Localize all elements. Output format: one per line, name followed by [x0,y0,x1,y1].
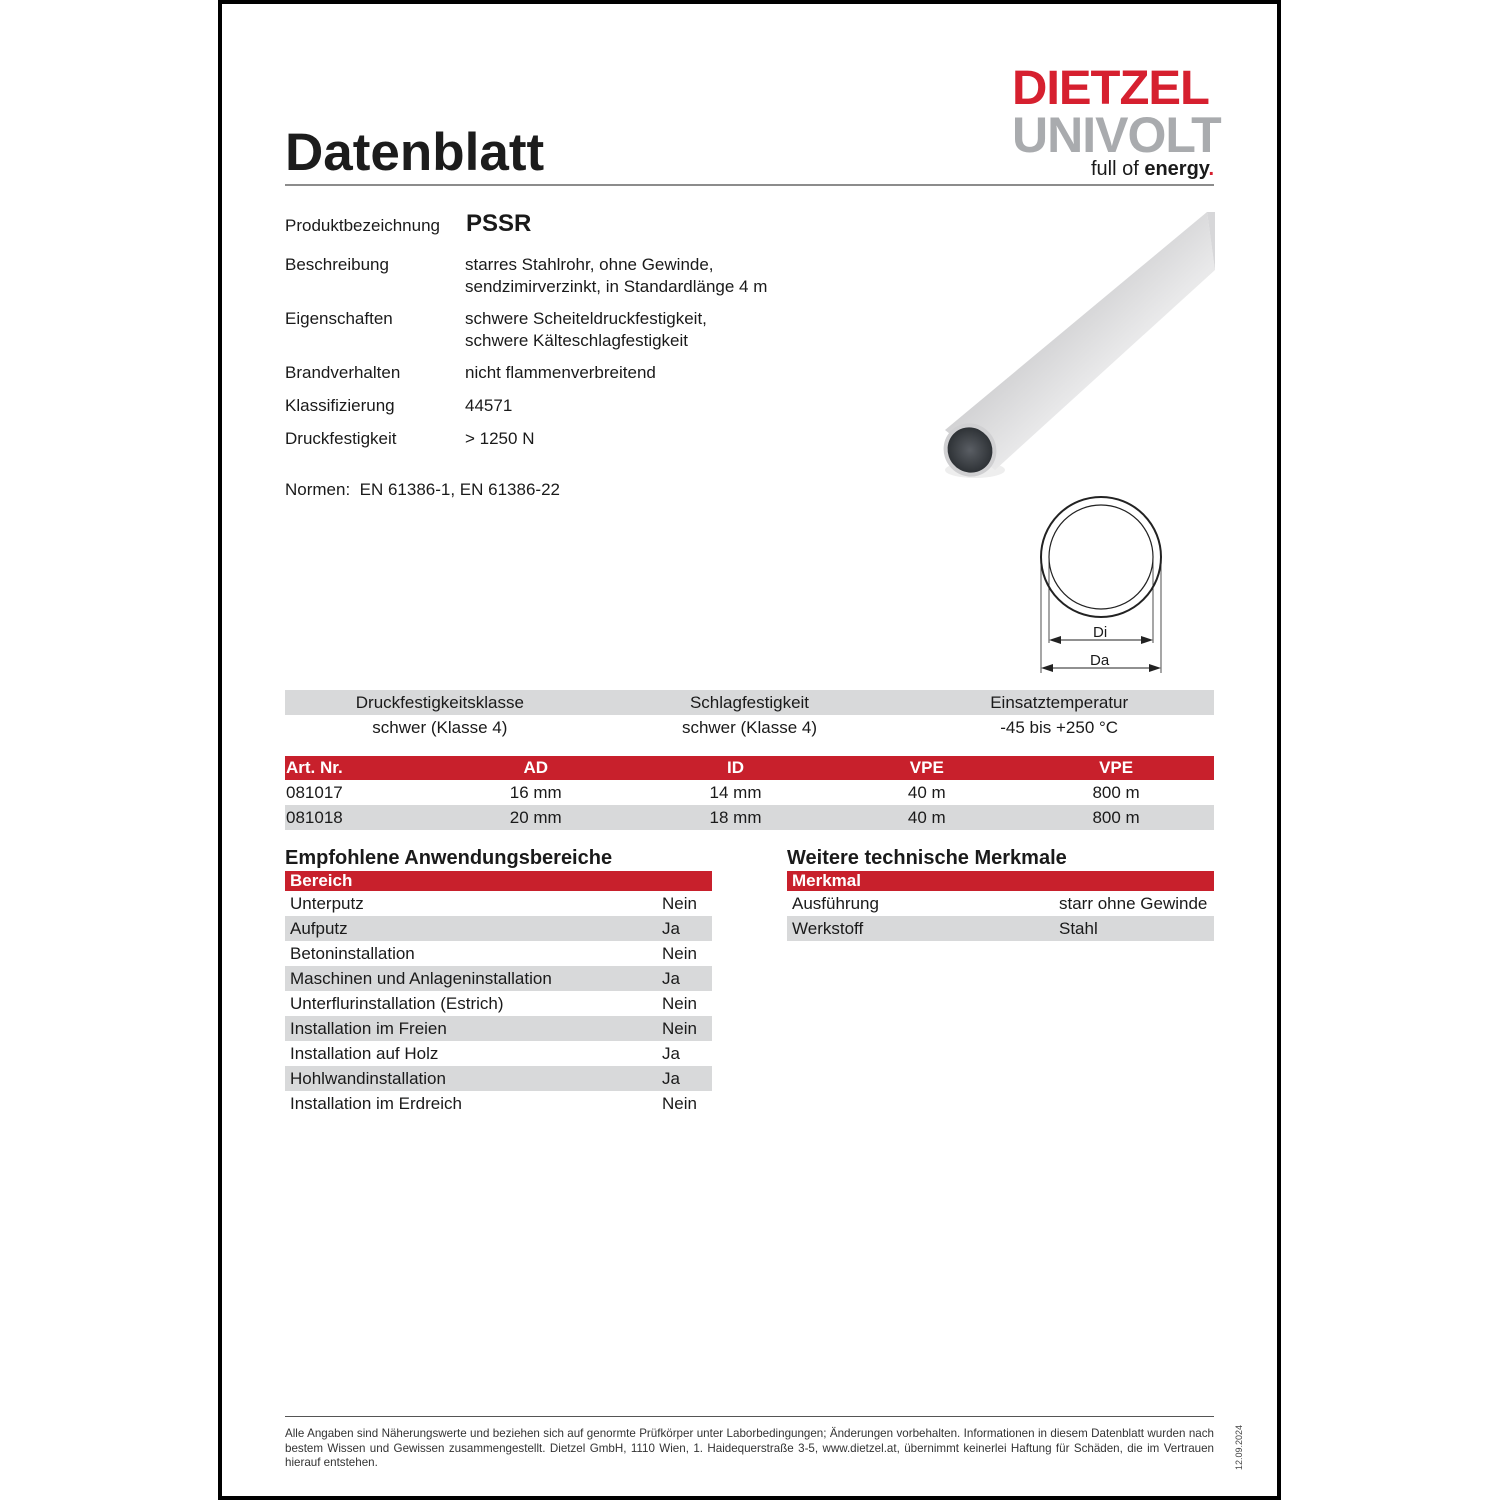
cell-ad: 20 mm [509,808,562,827]
cell-art-nr: 081018 [286,808,343,827]
feature-value: starr ohne Gewinde [1059,894,1208,913]
area-value: Ja [662,969,680,988]
area-value: Nein [662,1019,697,1038]
page-title: Datenblatt [285,123,545,182]
area-value: Ja [662,919,680,938]
tagline-bold: energy [1144,158,1209,180]
feature-label: Werkstoff [792,919,864,938]
cell-vpe: 40 m [907,783,946,802]
logo-tagline [1091,158,1214,181]
table-row [285,891,712,916]
table-row [285,805,1214,830]
property-label: Eigenschaften [285,309,393,328]
technical-table [787,871,1214,941]
table-row [285,916,712,941]
class-table-values [285,715,1214,740]
property-value [465,254,767,298]
area-label: Hohlwandinstallation [290,1069,446,1088]
class-table [285,690,1214,740]
class-table-cell: schwer (Klasse 4) [681,718,818,737]
area-value: Nein [662,994,697,1013]
area-label: Unterflurinstallation (Estrich) [290,994,504,1013]
technical-header [787,871,1214,891]
header-ad: AD [523,758,549,777]
class-table-header [285,690,1214,715]
applications-title: Empfohlene Anwendungsbereiche [285,847,613,869]
area-label: Installation im Erdreich [290,1094,462,1113]
area-label: Unterputz [290,894,364,913]
property-label: Klassifizierung [285,396,395,415]
product-name: PSSR [466,210,532,237]
tagline-dot: . [1208,158,1214,180]
cell-id: 18 mm [709,808,762,827]
logo-dietzel: DIETZEL [1012,62,1209,115]
table-row [285,991,712,1016]
tagline-regular: full of [1090,158,1145,180]
header-vpe: VPE [909,758,944,777]
table-row [787,891,1214,916]
area-label: Betoninstallation [290,944,415,963]
footer-disclaimer: Alle Angaben sind Näherungswerte und beziehen sich auf genormte Prüfkörper unter Laborbedingungen; Änderungen vorbehalten. Informationen in diesem Datenblatt wurden nach bestem Wissen und Gewissen zusammengestellt. Dietzel GmbH, 1110 Wien, 1. Haidequerstraße 3-5, www.dietzel.at, übernimmt keinerlei Haftung für Schäden, die im Vertrauen hierauf entstehen. [285,1427,1214,1469]
table-row [285,1041,712,1066]
area-value: Ja [662,1069,680,1088]
header-bereich: Bereich [290,871,353,890]
applications-header [285,871,712,891]
area-label: Aufputz [290,919,348,938]
diagram-label-inner: Di [1093,624,1108,641]
steel-pipe-photo [935,208,1220,488]
header-vpe-2: VPE [1099,758,1134,777]
class-table-header-cell: Einsatztemperatur [990,693,1129,712]
header-merkmal: Merkmal [792,871,861,890]
property-value-line: schwere Scheiteldruckfestigkeit, [465,309,707,328]
class-table-cell: schwer (Klasse 4) [372,718,508,737]
header-id: ID [727,758,745,777]
class-table-cell: -45 bis +250 °C [1000,718,1119,737]
property-value: nicht flammenverbreitend [465,363,656,382]
cell-art-nr: 081017 [286,783,343,802]
area-value: Ja [662,1044,680,1063]
product-label: Produktbezeichnung [285,216,441,235]
property-value-line: schwere Kälteschlagfestigkeit [465,331,689,350]
applications-table [285,871,712,1116]
cell-vpe-2: 800 m [1092,783,1140,802]
standards-text: Normen: EN 61386-1, EN 61386-22 [285,480,560,499]
area-value: Nein [662,1094,697,1113]
article-table [285,756,1214,830]
table-row [787,916,1214,941]
document-date: 12.09.2024 [1234,1425,1244,1471]
logo-univolt: UNIVOLT [1012,107,1221,163]
cell-vpe-2: 800 m [1092,808,1140,827]
property-value-line: sendzimirverzinkt, in Standardlänge 4 m [465,277,768,296]
cell-vpe: 40 m [907,808,946,827]
property-label: Druckfestigkeit [285,429,397,448]
property-label: Brandverhalten [285,363,401,382]
table-row [285,1066,712,1091]
article-table-header [285,756,1214,780]
cell-ad: 16 mm [509,783,562,802]
property-value-line: starres Stahlrohr, ohne Gewinde, [465,255,714,274]
cell-id: 14 mm [709,783,762,802]
area-value: Nein [662,944,697,963]
feature-label: Ausführung [792,894,879,913]
property-value [465,308,707,352]
table-row [285,966,712,991]
area-label: Maschinen und Anlageninstallation [290,969,552,988]
header-art-nr: Art. Nr. [286,758,343,777]
table-row [285,1091,712,1116]
property-value: 44571 [465,396,513,415]
table-row [285,780,1214,805]
class-table-header-cell: Druckfestigkeitsklasse [355,693,524,712]
property-value: > 1250 N [465,429,535,448]
footer-divider [285,1416,1214,1417]
feature-value: Stahl [1059,919,1098,938]
area-label: Installation im Freien [290,1019,447,1038]
diagram-label-outer: Da [1090,652,1110,669]
class-table-header-cell: Schlagfestigkeit [689,693,810,712]
table-row [285,941,712,966]
property-label: Beschreibung [285,255,389,274]
table-row [285,1016,712,1041]
cross-section-diagram [1030,495,1175,675]
title-divider [285,184,1214,186]
area-value: Nein [662,894,697,913]
area-label: Installation auf Holz [290,1044,439,1063]
technical-title: Weitere technische Merkmale [787,847,1067,869]
